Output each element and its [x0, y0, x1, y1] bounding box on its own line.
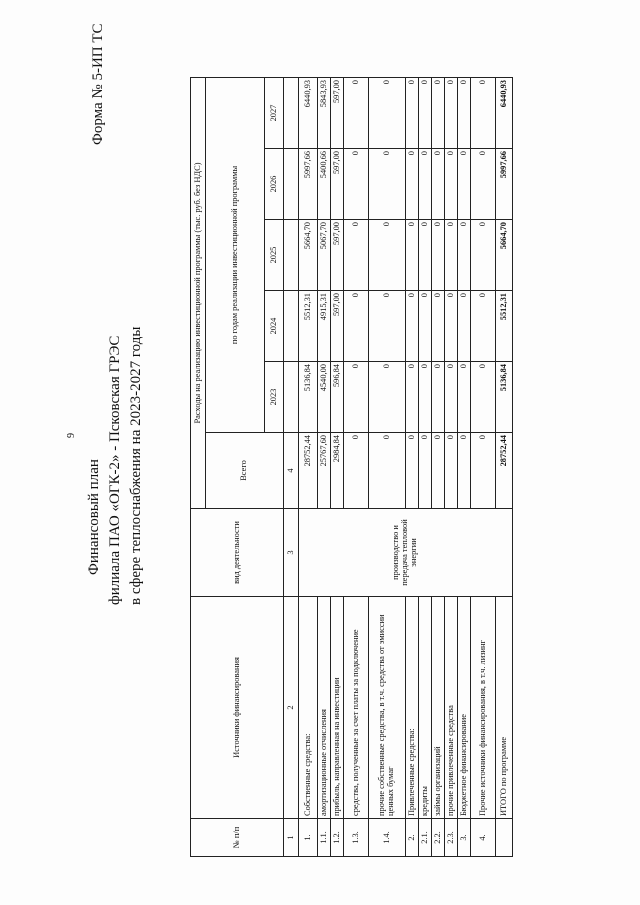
financial-plan-table	[190, 77, 513, 857]
row-source-name: Бюджетное финансирование	[458, 597, 471, 819]
row-year-value: 5067,70	[318, 220, 331, 291]
row-number: 1.1.	[318, 819, 331, 857]
header-source: Источники финансирования	[191, 597, 284, 819]
row-year-value: 596,84	[331, 362, 344, 433]
row-source-name: кредиты	[419, 597, 432, 819]
row-total: 0	[432, 433, 445, 509]
row-year-value: 0	[445, 149, 458, 220]
table-row	[419, 78, 432, 857]
row-number: 2.2.	[432, 819, 445, 857]
row-year-value: 0	[432, 149, 445, 220]
total-row	[496, 78, 513, 857]
row-number: 1.3.	[344, 819, 369, 857]
row-total: 2984,84	[331, 433, 344, 509]
title-line-2: филиала ПАО «ОГК-2» - Псковская ГРЭС	[107, 335, 123, 605]
row-year-value: 0	[406, 78, 419, 149]
row-year-value: 0	[406, 149, 419, 220]
row-year-value: 0	[471, 291, 496, 362]
row-year-value: 0	[344, 220, 369, 291]
header-year: 2027	[265, 78, 284, 149]
row-year-value: 0	[344, 149, 369, 220]
table-row	[406, 78, 419, 857]
row-year-value: 0	[458, 291, 471, 362]
row-year-value: 0	[406, 362, 419, 433]
header-total: Всего	[206, 433, 284, 509]
row-year-value: 0	[432, 78, 445, 149]
row-year-value: 0	[344, 78, 369, 149]
row-source-name: амортизационные отчисления	[318, 597, 331, 819]
row-total: 0	[458, 433, 471, 509]
header-expenses: Расходы на реализацию инвестиционной программы (тыс. руб. без НДС)	[191, 78, 206, 509]
row-number: 2.1.	[419, 819, 432, 857]
row-total: 0	[344, 433, 369, 509]
row-number: 2.3.	[445, 819, 458, 857]
col-num: 4	[284, 433, 299, 509]
row-year-value: 0	[419, 220, 432, 291]
row-year-value: 0	[344, 362, 369, 433]
row-year-value: 0	[432, 220, 445, 291]
activity-cell: производство и передача тепловой энергии	[299, 509, 513, 597]
row-year-value: 0	[369, 149, 406, 220]
table-row	[299, 78, 318, 857]
form-code: Форма № 5-ИП ТС	[90, 23, 106, 145]
row-year-value: 0	[369, 362, 406, 433]
row-source-name: займы организаций	[432, 597, 445, 819]
row-year-value: 0	[458, 362, 471, 433]
title-line-1: Финансовый план	[86, 459, 102, 575]
row-source-name: прочие привлеченные средства	[445, 597, 458, 819]
table-row	[369, 78, 406, 857]
row-year-value: 0	[471, 78, 496, 149]
row-year-value: 0	[419, 291, 432, 362]
table-row	[471, 78, 496, 857]
row-number: 4.	[471, 819, 496, 857]
total-row-year-value: 5136,84	[496, 362, 513, 433]
row-source-name: Собственные средства:	[299, 597, 318, 819]
row-number: 1.4.	[369, 819, 406, 857]
row-year-value: 597,00	[331, 78, 344, 149]
header-by-years: по годам реализации инвестиционной программы	[206, 78, 265, 433]
row-year-value: 0	[369, 78, 406, 149]
row-number: 1.2.	[331, 819, 344, 857]
row-year-value: 6440,93	[299, 78, 318, 149]
row-year-value: 0	[432, 362, 445, 433]
row-year-value: 0	[458, 149, 471, 220]
total-row-year-value: 5664,70	[496, 220, 513, 291]
table-row	[331, 78, 344, 857]
row-total: 0	[406, 433, 419, 509]
row-year-value: 4540,00	[318, 362, 331, 433]
table-row	[445, 78, 458, 857]
row-year-value: 0	[344, 291, 369, 362]
table-row	[344, 78, 369, 857]
row-year-value: 0	[419, 362, 432, 433]
row-year-value: 0	[419, 78, 432, 149]
row-source-name: средства, полученные за счет платы за подключение	[344, 597, 369, 819]
row-total: 0	[445, 433, 458, 509]
col-num: 1	[284, 819, 299, 857]
row-year-value: 597,00	[331, 291, 344, 362]
row-total: 0	[471, 433, 496, 509]
row-year-value: 0	[471, 149, 496, 220]
row-year-value: 0	[471, 220, 496, 291]
header-year: 2024	[265, 291, 284, 362]
row-year-value: 0	[445, 362, 458, 433]
row-year-value: 597,00	[331, 149, 344, 220]
row-year-value: 0	[471, 362, 496, 433]
row-year-value: 5512,31	[299, 291, 318, 362]
header-year: 2023	[265, 362, 284, 433]
row-year-value: 0	[419, 149, 432, 220]
row-year-value: 0	[406, 291, 419, 362]
row-year-value: 0	[432, 291, 445, 362]
row-number: 3.	[458, 819, 471, 857]
row-year-value: 5997,66	[299, 149, 318, 220]
row-year-value: 0	[369, 220, 406, 291]
row-year-value: 0	[445, 78, 458, 149]
row-total: 25767,60	[318, 433, 331, 509]
row-year-value: 5664,70	[299, 220, 318, 291]
total-row-year-value: 6440,93	[496, 78, 513, 149]
header-year: 2025	[265, 220, 284, 291]
row-year-value: 0	[445, 220, 458, 291]
total-row-year-value: 5512,31	[496, 291, 513, 362]
row-year-value: 5136,84	[299, 362, 318, 433]
row-number: 1.	[299, 819, 318, 857]
col-num: 3	[284, 509, 299, 597]
row-total: 28752,44	[299, 433, 318, 509]
row-year-value: 597,00	[331, 220, 344, 291]
row-year-value: 5400,66	[318, 149, 331, 220]
row-total: 0	[369, 433, 406, 509]
total-row-number	[496, 819, 513, 857]
header-num: № п/п	[191, 819, 284, 857]
total-row-total: 28752,44	[496, 433, 513, 509]
row-number: 2.	[406, 819, 419, 857]
row-year-value: 0	[406, 220, 419, 291]
row-source-name: прочие собственные средства, в т.ч. средства от эмиссии ценных бумаг	[369, 597, 406, 819]
row-source-name: прибыль, направленная на инвестиции	[331, 597, 344, 819]
row-source-name: Прочие источники финансирования, в т.ч. лизинг	[471, 597, 496, 819]
total-row-year-value: 5997,66	[496, 149, 513, 220]
col-num: 2	[284, 597, 299, 819]
header-activity: вид деятельности	[191, 509, 284, 597]
table-row	[458, 78, 471, 857]
table-row	[318, 78, 331, 857]
page-number: 9	[66, 433, 77, 438]
row-year-value: 4915,31	[318, 291, 331, 362]
row-year-value: 5843,93	[318, 78, 331, 149]
row-total: 0	[419, 433, 432, 509]
total-row-label: ИТОГО по программе	[496, 597, 513, 819]
row-year-value: 0	[458, 220, 471, 291]
row-year-value: 0	[445, 291, 458, 362]
header-year: 2026	[265, 149, 284, 220]
row-year-value: 0	[458, 78, 471, 149]
row-source-name: Привлеченные средства:	[406, 597, 419, 819]
table-row	[432, 78, 445, 857]
row-year-value: 0	[369, 291, 406, 362]
title-line-3: в сфере теплоснабжения на 2023-2027 годы	[128, 326, 144, 605]
